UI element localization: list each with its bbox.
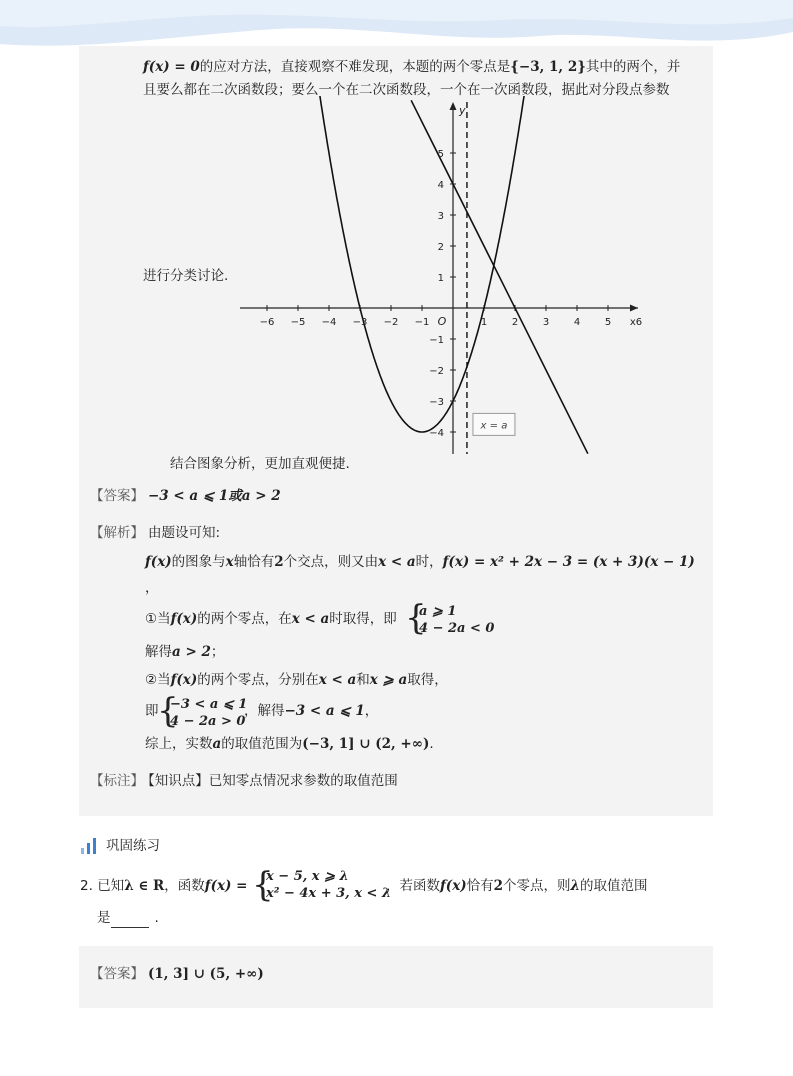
text: 恰有 bbox=[466, 878, 494, 894]
math-fx-eq: f(x) = bbox=[204, 878, 248, 894]
y-axis-arrow bbox=[450, 102, 457, 110]
problem-number: 2. bbox=[80, 878, 93, 894]
x-tick-label: 1 bbox=[480, 317, 488, 328]
text: 是 bbox=[97, 910, 111, 926]
function-graph bbox=[230, 96, 650, 460]
case2-system bbox=[170, 696, 247, 730]
math-x: x bbox=[225, 554, 234, 570]
case1-brace: { bbox=[405, 598, 427, 638]
text: ，解得 bbox=[244, 703, 285, 719]
math-fx-factor: f(x) = x² + 2x − 3 = (x + 3)(x − 1) bbox=[442, 554, 695, 570]
intro-line-1 bbox=[143, 57, 680, 77]
case2-line bbox=[145, 670, 448, 690]
solution-line-1 bbox=[145, 552, 695, 572]
text: ，若函数 bbox=[386, 878, 440, 894]
math-2: 2 bbox=[274, 554, 284, 570]
text: 的图象与 bbox=[171, 554, 226, 570]
piece-2: x² − 4x + 3, x < λ bbox=[266, 886, 392, 901]
text: ，函数 bbox=[164, 878, 205, 894]
text: 时取得，即 bbox=[329, 611, 397, 627]
math-fx: f(x) bbox=[145, 554, 172, 570]
text: 的两个零点，分别在 bbox=[197, 672, 319, 688]
bar-chart-icon bbox=[81, 838, 99, 854]
text: 时， bbox=[415, 554, 443, 570]
note-text: 【知识点】已知零点情况求参数的取值范围 bbox=[148, 773, 398, 789]
x-tick-label: −1 bbox=[414, 317, 430, 328]
intro-line-2: 且要么都在二次函数段；要么一个在二次函数段，一个在一次函数段，据此对分段点参数 bbox=[143, 82, 670, 98]
text: 取得， bbox=[407, 672, 448, 688]
text: 的取值范围 bbox=[580, 878, 648, 894]
x-tick-label: −3 bbox=[352, 317, 368, 328]
text: ， bbox=[364, 703, 379, 719]
case2-ji: 即 bbox=[145, 703, 159, 719]
summary-line bbox=[145, 734, 434, 754]
answer2-value: (1, 3] ∪ (5, +∞) bbox=[148, 966, 264, 982]
problem2-brace: { bbox=[252, 865, 274, 905]
text: 已知 bbox=[97, 878, 125, 894]
answer-value: −3 < a ⩽ 1或a > 2 bbox=[148, 488, 281, 504]
x-tick-label: −6 bbox=[259, 317, 275, 328]
answer-row bbox=[90, 486, 281, 506]
math-x-lt-a: x < a bbox=[378, 554, 416, 570]
answer-tag: 【答案】 bbox=[90, 488, 144, 504]
text: 个交点，则又由 bbox=[283, 554, 379, 570]
text: 综上，实数 bbox=[145, 736, 213, 752]
case1-solution bbox=[145, 642, 224, 662]
solution-line-1-comma: ， bbox=[145, 580, 159, 596]
math-x-ge-a: x ⩾ a bbox=[369, 672, 408, 688]
case1-system bbox=[419, 603, 494, 637]
intro-text: 的应对方法，直接观察不难发现，本题的两个零点是 bbox=[199, 59, 511, 75]
math-result-range: (−3, 1] ∪ (2, +∞) bbox=[302, 736, 430, 752]
x-tick-label: 2 bbox=[511, 317, 519, 328]
solution-intro: 由题设可知: bbox=[148, 525, 221, 541]
text: 解得 bbox=[145, 644, 172, 660]
section-title: 巩固练习 bbox=[106, 838, 160, 854]
problem2-line1 bbox=[80, 876, 247, 896]
intro-tail: 其中的两个，并 bbox=[585, 59, 681, 75]
math-fx: f(x) bbox=[170, 672, 198, 688]
math-2: 2 bbox=[493, 878, 504, 894]
problem2-line2 bbox=[97, 908, 159, 928]
zero-set: {−3, 1, 2} bbox=[510, 59, 586, 75]
case1-cond-1: a ⩾ 1 bbox=[419, 604, 457, 619]
y-tick-label: 3 bbox=[437, 211, 444, 222]
origin-label: O bbox=[437, 315, 447, 328]
y-tick-label: −1 bbox=[429, 335, 444, 346]
x-tick-label: 4 bbox=[573, 317, 581, 328]
problem2-line1-tail bbox=[386, 876, 648, 896]
math-x-lt-a: x < a bbox=[291, 611, 330, 627]
text: 的取值范围为 bbox=[221, 736, 303, 752]
solution-header bbox=[90, 523, 220, 543]
answer-blank[interactable] bbox=[111, 913, 149, 928]
x-tick-label: 3 bbox=[542, 317, 550, 328]
math-range: −3 < a ⩽ 1 bbox=[284, 703, 365, 719]
y-tick-label: 1 bbox=[437, 273, 444, 284]
y-tick-label: 5 bbox=[437, 149, 444, 160]
case2-solution bbox=[244, 701, 378, 721]
intro-line-3: 进行分类讨论. bbox=[143, 268, 229, 284]
text: 和 bbox=[356, 672, 370, 688]
x-tick-label: 5 bbox=[604, 317, 612, 328]
y-tick-label: 2 bbox=[437, 242, 444, 253]
text: . bbox=[429, 736, 434, 752]
math-a: a bbox=[212, 736, 222, 752]
y-tick-label: −4 bbox=[429, 428, 444, 439]
text: ②当 bbox=[145, 672, 171, 688]
math-fx: f(x) bbox=[440, 878, 467, 894]
x-eq-a-label: x = a bbox=[480, 420, 508, 432]
math-fx-eq-0: f(x) = 0 bbox=[143, 59, 200, 75]
conclusion-text: 结合图象分析，更加直观便捷. bbox=[170, 456, 350, 472]
case2-brace: { bbox=[157, 691, 179, 731]
x-tick-label: −4 bbox=[321, 317, 337, 328]
math-lambda: λ bbox=[570, 878, 581, 894]
note-row bbox=[90, 771, 398, 791]
y-tick-label: −3 bbox=[429, 397, 444, 408]
case2-cond-2: 4 − 2a > 0 bbox=[170, 714, 246, 729]
note-tag: 【标注】 bbox=[90, 773, 144, 789]
solution-tag: 【解析】 bbox=[90, 525, 144, 541]
x-axis-arrow bbox=[630, 305, 638, 312]
answer2-row bbox=[90, 964, 264, 984]
x-axis-end-label: x6 bbox=[629, 317, 643, 328]
x-tick-label: −5 bbox=[290, 317, 306, 328]
y-tick-label: 4 bbox=[437, 180, 444, 191]
math-a-gt-2: a > 2 bbox=[172, 644, 211, 660]
y-tick-label: −2 bbox=[429, 366, 444, 377]
piece-1: x − 5, x ⩾ λ bbox=[266, 869, 349, 884]
case1-cond-2: 4 − 2a < 0 bbox=[419, 621, 495, 636]
case1-line bbox=[145, 609, 397, 629]
text: 的两个零点，在 bbox=[197, 611, 292, 627]
math-lambda-in-r: λ ∈ R bbox=[124, 878, 165, 894]
x-tick-label: −2 bbox=[383, 317, 399, 328]
text: ①当 bbox=[145, 611, 171, 627]
answer2-tag: 【答案】 bbox=[90, 966, 144, 982]
text: 个零点，则 bbox=[503, 878, 571, 894]
text: 轴恰有 bbox=[233, 554, 275, 570]
math-fx: f(x) bbox=[170, 611, 198, 627]
problem2-system bbox=[266, 868, 391, 902]
y-axis-label: y bbox=[459, 104, 466, 117]
case2-cond-1: −3 < a ⩽ 1 bbox=[170, 697, 248, 712]
text: ； bbox=[210, 644, 225, 660]
text: . bbox=[154, 910, 159, 926]
math-x-lt-a: x < a bbox=[318, 672, 357, 688]
